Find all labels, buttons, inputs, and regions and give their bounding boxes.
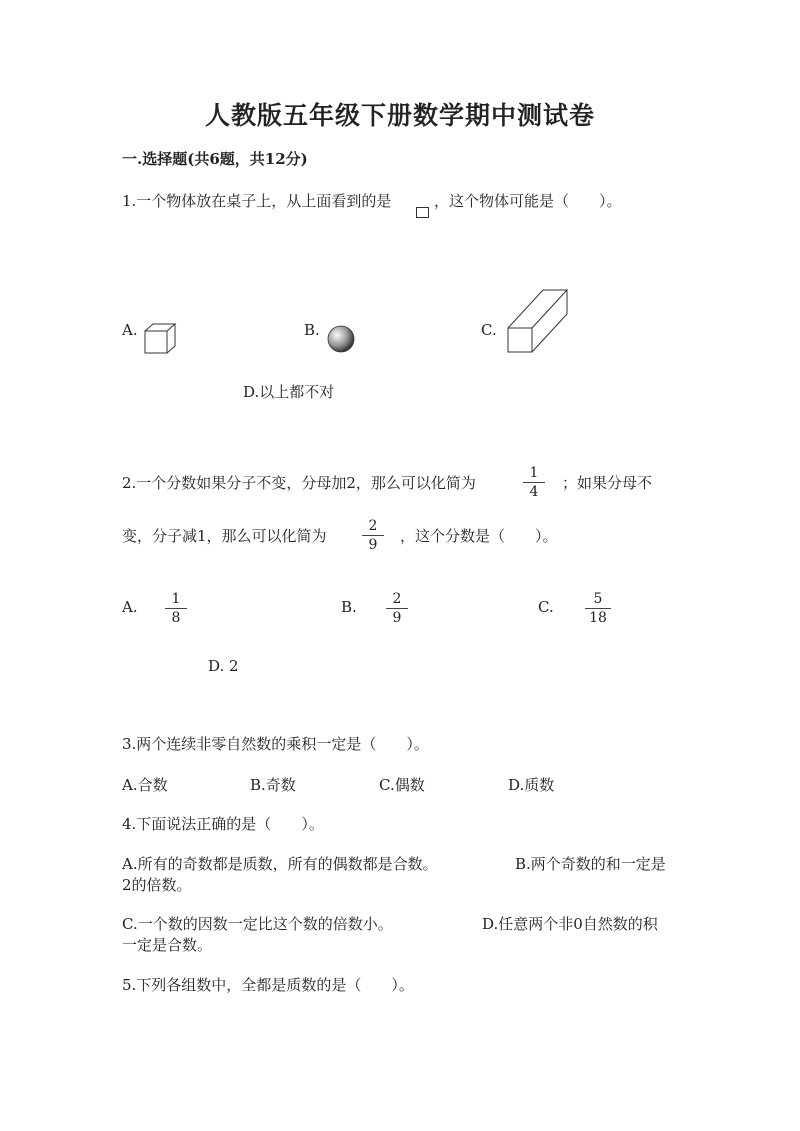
q2-line1-after: ；如果分母不: [562, 474, 653, 492]
q3-option-a[interactable]: A.合数: [122, 776, 168, 794]
square-top-view-icon: [416, 207, 430, 219]
q2-line1-before: 2.一个分数如果分子不变，分母加2，那么可以化简为: [122, 474, 476, 492]
q5-text: 5.下列各组数中，全都是质数的是（ ）。: [122, 976, 414, 994]
q4-option-b-line2[interactable]: 2的倍数。: [122, 876, 192, 894]
q4-option-c[interactable]: C.一个数的因数一定比这个数的倍数小。: [122, 915, 393, 933]
q1-text-after: ，这个物体可能是（ ）。: [434, 192, 622, 210]
cuboid-icon: [507, 288, 569, 356]
q1-option-a-label[interactable]: A.: [122, 321, 138, 339]
q2-option-a-fraction: 1 8: [165, 592, 187, 625]
q2-option-c-label[interactable]: C.: [538, 598, 554, 616]
q4-option-b-line1[interactable]: B.两个奇数的和一定是: [515, 855, 666, 873]
q3-text: 3.两个连续非零自然数的乘积一定是（ ）。: [122, 735, 429, 753]
q2-option-b-fraction: 2 9: [386, 592, 408, 625]
q2-option-c-fraction: 5 18: [585, 592, 611, 625]
q2-fraction-two-ninths: 2 9: [362, 519, 384, 552]
q2-option-a-label[interactable]: A.: [122, 598, 138, 616]
page-title: 人教版五年级下册数学期中测试卷: [204, 101, 595, 130]
sphere-icon: [327, 325, 357, 353]
q2-option-d[interactable]: D. 2: [208, 657, 239, 675]
q4-option-d-line2[interactable]: 一定是合数。: [122, 936, 213, 954]
q1-text-before: 1.一个物体放在桌子上，从上面看到的是: [122, 192, 392, 210]
q3-option-c[interactable]: C.偶数: [379, 776, 425, 794]
q3-option-d[interactable]: D.质数: [508, 776, 555, 794]
q2-line2-after: ，这个分数是（ ）。: [400, 527, 558, 545]
q2-option-b-label[interactable]: B.: [341, 598, 357, 616]
q4-option-d-line1[interactable]: D.任意两个非0自然数的积: [482, 915, 658, 933]
q4-option-a[interactable]: A.所有的奇数都是质数，所有的偶数都是合数。: [122, 855, 438, 873]
q3-option-b[interactable]: B.奇数: [250, 776, 296, 794]
q4-text: 4.下面说法正确的是（ ）。: [122, 815, 324, 833]
q1-option-c-label[interactable]: C.: [481, 321, 497, 339]
q1-option-d[interactable]: D.以上都不对: [243, 383, 335, 401]
cube-icon: [144, 323, 178, 355]
q2-fraction-one-quarter: 1 4: [523, 466, 545, 499]
section-heading: 一.选择题(共6题，共12分): [122, 150, 308, 168]
q2-line2-before: 变，分子减1，那么可以化简为: [122, 527, 327, 545]
q1-option-b-label[interactable]: B.: [304, 321, 320, 339]
